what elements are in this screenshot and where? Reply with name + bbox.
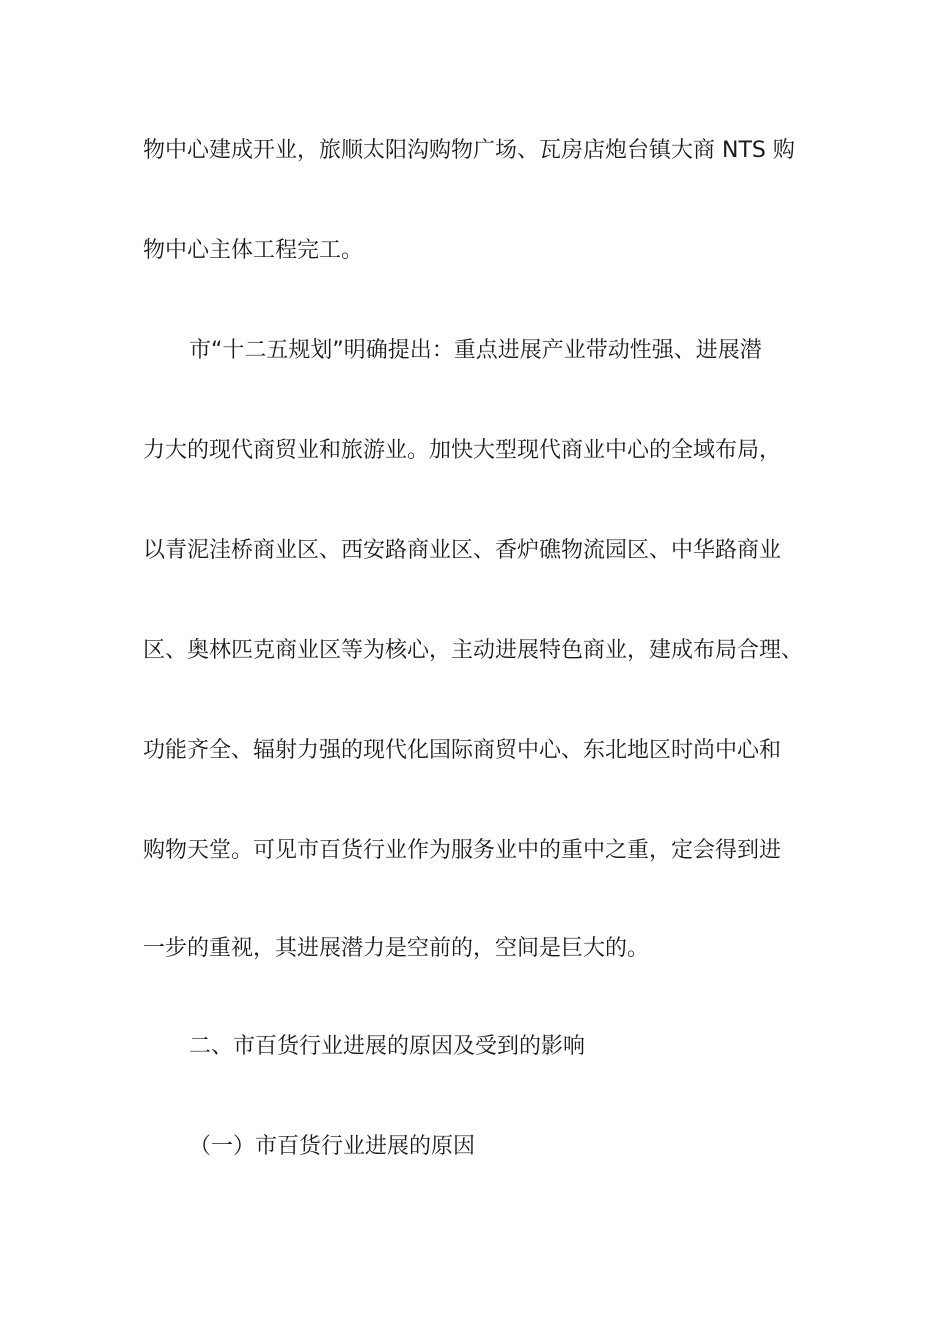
text-line-9: 一步的重视，其进展潜力是空前的，空间是巨大的。: [143, 936, 650, 961]
subsection-heading: （一）市百货行业进展的原因: [189, 1134, 476, 1159]
text-line-6: 区、奥林匹克商业区等为核心，主动进展特色商业，建成布局合理、: [143, 638, 804, 663]
text-line-8: 购物天堂。可见市百货行业作为服务业中的重中之重，定会得到进: [143, 838, 782, 863]
text-line-7: 功能齐全、辐射力强的现代化国际商贸中心、东北地区时尚中心和: [143, 738, 782, 763]
text-line-3: 市“十二五规划”明确提出：重点进展产业带动性强、进展潜: [189, 338, 762, 363]
section-heading: 二、市百货行业进展的原因及受到的影响: [189, 1034, 586, 1059]
text-line-5: 以青泥洼桥商业区、西安路商业区、香炉礁物流园区、中华路商业: [143, 538, 782, 563]
text-line-2: 物中心主体工程完工。: [143, 238, 364, 263]
text-line-4: 力大的现代商贸业和旅游业。加快大型现代商业中心的全域布局，: [143, 438, 782, 463]
text-line-1: 物中心建成开业，旅顺太阳沟购物广场、瓦房店炮台镇大商 NTS 购: [143, 138, 795, 163]
